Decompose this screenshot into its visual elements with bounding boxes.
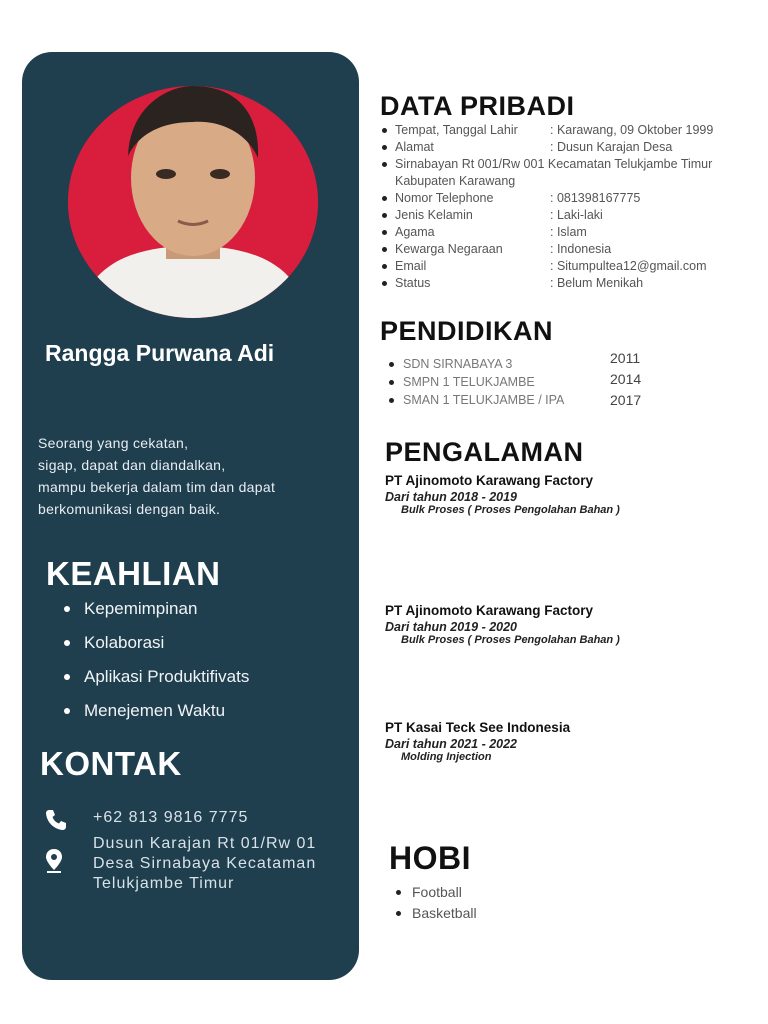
personal-item (380, 190, 740, 207)
skill-item: Kolaborasi (62, 630, 249, 664)
about-line: berkomunikasi dengan baik. (38, 501, 221, 517)
experience-item (385, 720, 570, 763)
experience-role: Molding Injection (401, 751, 492, 763)
personal-item (380, 122, 740, 139)
skill-item: Aplikasi Produktifivats (62, 664, 249, 698)
personal-item (380, 139, 740, 156)
personal-data-heading: DATA PRIBADI (380, 91, 575, 121)
address-continued: Sirnabayan Rt 001/Rw 001 Kecamatan Telukjambe Timur Kabupaten Karawang (380, 156, 740, 190)
hobbies-list (395, 882, 477, 924)
about-line: Seorang yang cekatan, (38, 435, 189, 451)
personal-value: : Situmpultea12@gmail.com (550, 259, 707, 273)
address-line: Desa Sirnabaya Kecataman (93, 855, 317, 872)
school-item: SMPN 1 TELUKJAMBE (387, 373, 564, 391)
about-text (38, 432, 348, 520)
experience-period: Dari tahun 2018 - 2019 (385, 490, 518, 504)
contact-heading: KONTAK (40, 745, 182, 782)
personal-item (380, 224, 740, 241)
personal-label: Nomor Telephone (395, 191, 494, 205)
personal-label: Kewarga Negaraan (395, 242, 503, 256)
experience-company: PT Ajinomoto Karawang Factory (385, 473, 594, 488)
personal-value: : Dusun Karajan Desa (550, 140, 673, 154)
school-year: 2011 (610, 350, 641, 366)
address-line: Telukjambe Timur (93, 875, 235, 892)
personal-value: : Belum Menikah (550, 276, 644, 290)
about-line: mampu bekerja dalam tim dan dapat (38, 479, 276, 495)
personal-label: Agama (395, 225, 435, 239)
personal-item (380, 275, 740, 292)
experience-item (385, 473, 620, 516)
personal-label: Jenis Kelamin (395, 208, 473, 222)
hobby-item: Football (395, 882, 477, 903)
location-pin-icon (44, 848, 64, 874)
personal-item (380, 258, 740, 275)
experience-heading: PENGALAMAN (385, 437, 584, 467)
hobby-item: Basketball (395, 903, 477, 924)
experience-period: Dari tahun 2019 - 2020 (385, 620, 518, 634)
skills-list (62, 596, 249, 732)
personal-value: : 081398167775 (550, 191, 641, 205)
person-name: Rangga Purwana Adi (45, 340, 275, 366)
personal-data-list (380, 122, 740, 292)
education-list (387, 355, 564, 409)
phone-icon (44, 808, 68, 832)
education-heading: PENDIDIKAN (380, 316, 554, 346)
experience-role: Bulk Proses ( Proses Pengolahan Bahan ) (401, 504, 620, 516)
personal-label: Email (395, 259, 427, 273)
personal-item (380, 207, 740, 224)
experience-item (385, 603, 620, 646)
education-years (610, 348, 641, 411)
address-line: Dusun Karajan Rt 01/Rw 01 (93, 835, 317, 852)
personal-label: Alamat (395, 140, 434, 154)
personal-label: Status (395, 276, 431, 290)
experience-role: Bulk Proses ( Proses Pengolahan Bahan ) (401, 634, 620, 646)
experience-company: PT Ajinomoto Karawang Factory (385, 603, 594, 618)
personal-item (380, 241, 740, 258)
school-item: SMAN 1 TELUKJAMBE / IPA (387, 391, 564, 409)
personal-label: Tempat, Tanggal Lahir (395, 123, 518, 137)
skill-item: Menejemen Waktu (62, 698, 249, 732)
personal-value: : Islam (550, 225, 587, 239)
skills-heading: KEAHLIAN (46, 555, 221, 592)
experience-company: PT Kasai Teck See Indonesia (385, 720, 571, 735)
personal-value: : Indonesia (550, 242, 612, 256)
experience-period: Dari tahun 2021 - 2022 (385, 737, 518, 751)
contact-phone: +62 813 9816 7775 (93, 809, 249, 826)
contact-address (93, 834, 316, 894)
about-line: sigap, dapat dan diandalkan, (38, 457, 226, 473)
hobbies-heading: HOBI (389, 840, 471, 876)
profile-photo (68, 86, 318, 318)
school-year: 2017 (610, 392, 642, 408)
school-item: SDN SIRNABAYA 3 (387, 355, 564, 373)
skill-item: Kepemimpinan (62, 596, 249, 630)
personal-value: : Laki-laki (550, 208, 603, 222)
school-year: 2014 (610, 371, 642, 387)
personal-value: : Karawang, 09 Oktober 1999 (550, 123, 714, 137)
